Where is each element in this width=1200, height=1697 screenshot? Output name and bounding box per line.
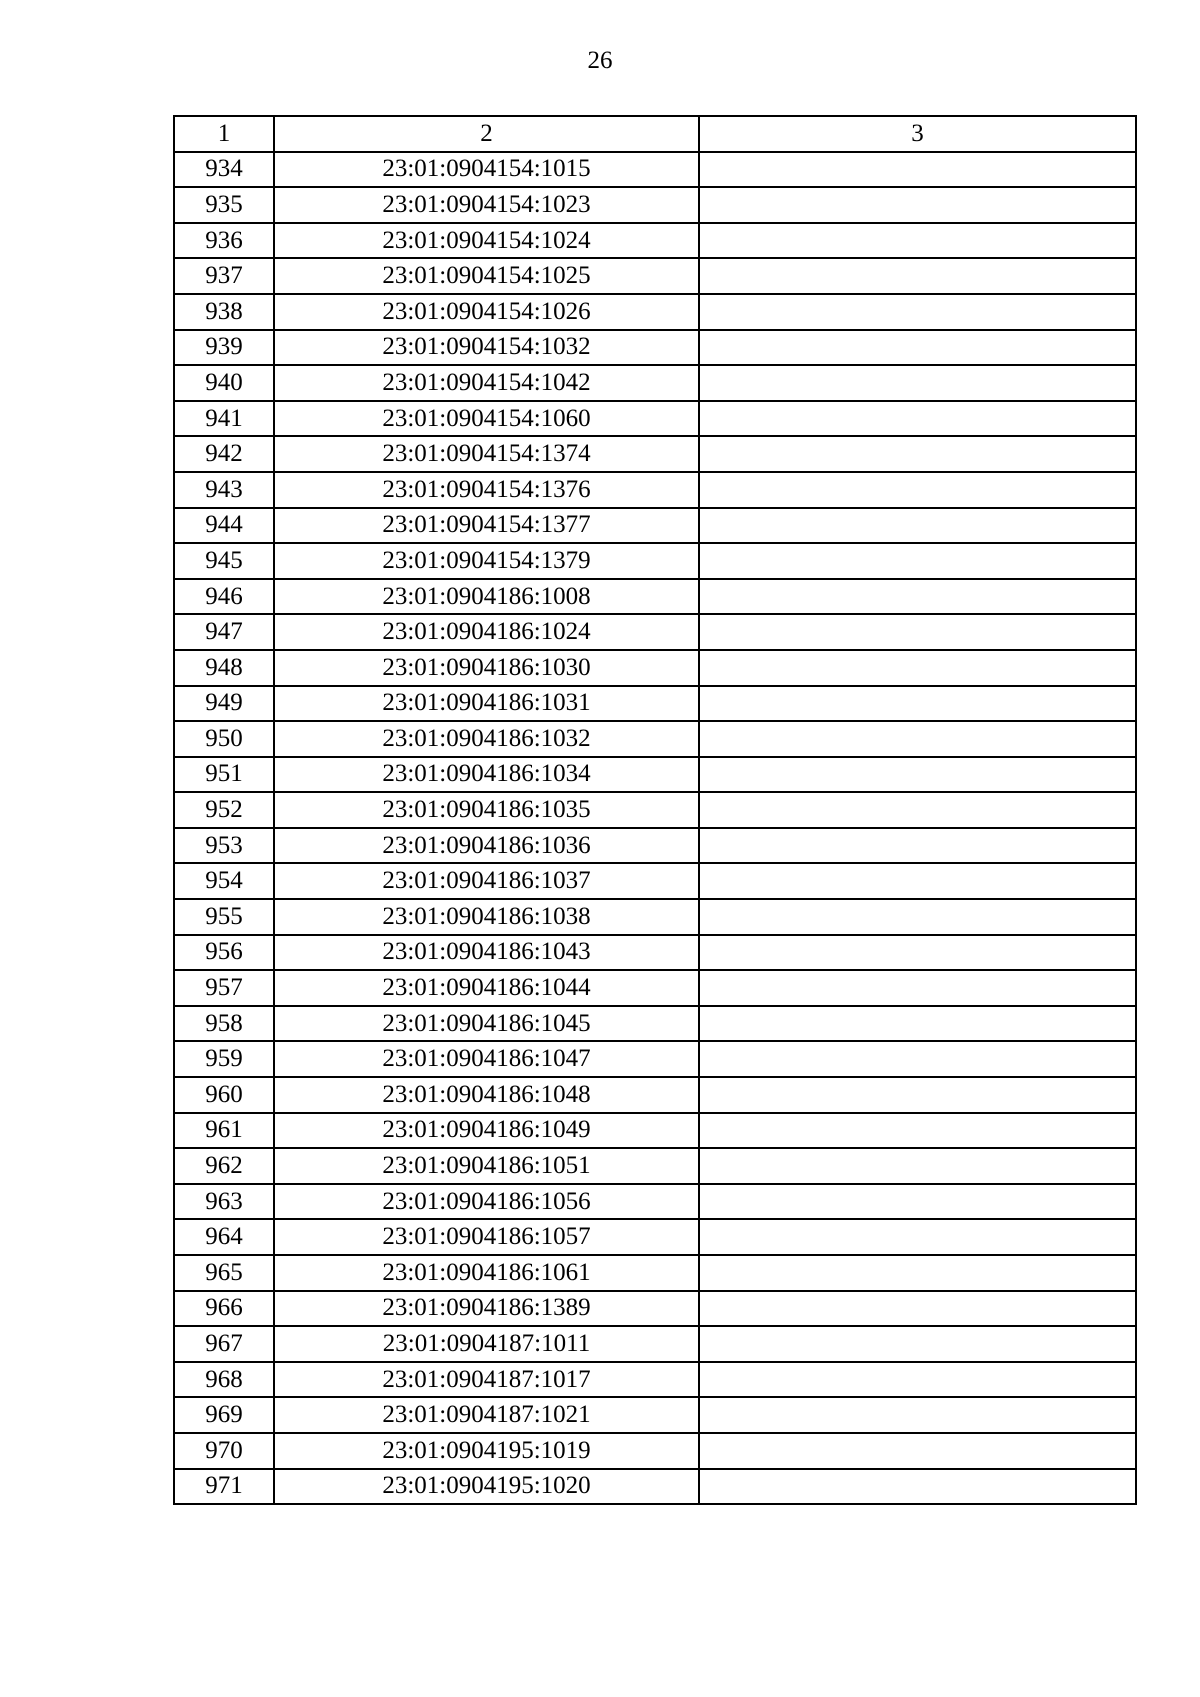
cadastral-table	[173, 115, 1137, 1505]
column-3-cell	[699, 436, 1136, 472]
column-3-cell	[699, 223, 1136, 259]
column-header-3: 3	[699, 116, 1136, 152]
column-3-cell	[699, 579, 1136, 615]
cadastral-number-cell: 23:01:0904186:1032	[274, 721, 699, 757]
column-3-cell	[699, 899, 1136, 935]
cadastral-number-cell: 23:01:0904186:1045	[274, 1006, 699, 1042]
table-row	[174, 1219, 1136, 1255]
row-number-cell: 961	[174, 1113, 274, 1149]
row-number-cell: 942	[174, 436, 274, 472]
row-number-cell: 958	[174, 1006, 274, 1042]
table-row	[174, 614, 1136, 650]
row-number-cell: 969	[174, 1397, 274, 1433]
page-number: 26	[587, 47, 613, 74]
table-row	[174, 1291, 1136, 1327]
column-3-cell	[699, 1326, 1136, 1362]
row-number-cell: 948	[174, 650, 274, 686]
cadastral-number-cell: 23:01:0904154:1060	[274, 401, 699, 437]
column-3-cell	[699, 863, 1136, 899]
column-3-cell	[699, 1184, 1136, 1220]
table-row	[174, 1006, 1136, 1042]
table-row	[174, 686, 1136, 722]
cadastral-number-cell: 23:01:0904186:1056	[274, 1184, 699, 1220]
table-row	[174, 187, 1136, 223]
row-number-cell: 945	[174, 543, 274, 579]
cadastral-number-cell: 23:01:0904186:1051	[274, 1148, 699, 1184]
column-3-cell	[699, 1291, 1136, 1327]
cadastral-number-cell: 23:01:0904186:1035	[274, 792, 699, 828]
row-number-cell: 939	[174, 330, 274, 366]
cadastral-number-cell: 23:01:0904154:1374	[274, 436, 699, 472]
row-number-cell: 952	[174, 792, 274, 828]
table-row	[174, 1397, 1136, 1433]
table-row	[174, 258, 1136, 294]
column-3-cell	[699, 1469, 1136, 1505]
cadastral-number-cell: 23:01:0904186:1034	[274, 757, 699, 793]
row-number-cell: 950	[174, 721, 274, 757]
column-3-cell	[699, 365, 1136, 401]
cadastral-number-cell: 23:01:0904186:1038	[274, 899, 699, 935]
column-3-cell	[699, 258, 1136, 294]
cadastral-number-cell: 23:01:0904186:1047	[274, 1041, 699, 1077]
column-3-cell	[699, 401, 1136, 437]
column-3-cell	[699, 650, 1136, 686]
row-number-cell: 946	[174, 579, 274, 615]
column-3-cell	[699, 686, 1136, 722]
row-number-cell: 955	[174, 899, 274, 935]
table-row	[174, 650, 1136, 686]
column-3-cell	[699, 1255, 1136, 1291]
row-number-cell: 936	[174, 223, 274, 259]
cadastral-number-cell: 23:01:0904154:1024	[274, 223, 699, 259]
column-3-cell	[699, 1148, 1136, 1184]
column-header-2: 2	[274, 116, 699, 152]
table-row	[174, 152, 1136, 188]
table-row	[174, 1077, 1136, 1113]
cadastral-number-cell: 23:01:0904195:1019	[274, 1433, 699, 1469]
column-3-cell	[699, 1397, 1136, 1433]
column-3-cell	[699, 1433, 1136, 1469]
row-number-cell: 968	[174, 1362, 274, 1398]
table-row	[174, 1184, 1136, 1220]
table-row	[174, 721, 1136, 757]
table-row	[174, 330, 1136, 366]
column-3-cell	[699, 543, 1136, 579]
table-row	[174, 1148, 1136, 1184]
column-3-cell	[699, 1077, 1136, 1113]
cadastral-number-cell: 23:01:0904186:1044	[274, 970, 699, 1006]
column-3-cell	[699, 187, 1136, 223]
table-row	[174, 508, 1136, 544]
column-header-1: 1	[174, 116, 274, 152]
row-number-cell: 934	[174, 152, 274, 188]
column-3-cell	[699, 1041, 1136, 1077]
table-row	[174, 1362, 1136, 1398]
table-row	[174, 1041, 1136, 1077]
row-number-cell: 960	[174, 1077, 274, 1113]
table-row	[174, 1433, 1136, 1469]
row-number-cell: 944	[174, 508, 274, 544]
table-row	[174, 436, 1136, 472]
column-3-cell	[699, 935, 1136, 971]
table-row	[174, 1469, 1136, 1505]
row-number-cell: 947	[174, 614, 274, 650]
cadastral-number-cell: 23:01:0904195:1020	[274, 1469, 699, 1505]
column-3-cell	[699, 1006, 1136, 1042]
table-row	[174, 401, 1136, 437]
column-3-cell	[699, 792, 1136, 828]
row-number-cell: 953	[174, 828, 274, 864]
table-row	[174, 828, 1136, 864]
row-number-cell: 963	[174, 1184, 274, 1220]
cadastral-number-cell: 23:01:0904186:1030	[274, 650, 699, 686]
cadastral-number-cell: 23:01:0904154:1026	[274, 294, 699, 330]
row-number-cell: 949	[174, 686, 274, 722]
table-row	[174, 365, 1136, 401]
cadastral-number-cell: 23:01:0904186:1043	[274, 935, 699, 971]
row-number-cell: 962	[174, 1148, 274, 1184]
cadastral-number-cell: 23:01:0904186:1036	[274, 828, 699, 864]
cadastral-number-cell: 23:01:0904186:1037	[274, 863, 699, 899]
row-number-cell: 971	[174, 1469, 274, 1505]
cadastral-number-cell: 23:01:0904154:1379	[274, 543, 699, 579]
column-3-cell	[699, 294, 1136, 330]
cadastral-number-cell: 23:01:0904154:1376	[274, 472, 699, 508]
table-row	[174, 792, 1136, 828]
row-number-cell: 937	[174, 258, 274, 294]
table-row	[174, 863, 1136, 899]
cadastral-number-cell: 23:01:0904154:1023	[274, 187, 699, 223]
table-body	[174, 152, 1136, 1505]
cadastral-number-cell: 23:01:0904187:1017	[274, 1362, 699, 1398]
cadastral-number-cell: 23:01:0904186:1008	[274, 579, 699, 615]
table-row	[174, 757, 1136, 793]
column-3-cell	[699, 152, 1136, 188]
cadastral-number-cell: 23:01:0904186:1031	[274, 686, 699, 722]
row-number-cell: 959	[174, 1041, 274, 1077]
column-3-cell	[699, 330, 1136, 366]
cadastral-number-cell: 23:01:0904154:1042	[274, 365, 699, 401]
table-row	[174, 1326, 1136, 1362]
column-3-cell	[699, 614, 1136, 650]
row-number-cell: 940	[174, 365, 274, 401]
table-row	[174, 970, 1136, 1006]
table-row	[174, 1255, 1136, 1291]
cadastral-number-cell: 23:01:0904187:1021	[274, 1397, 699, 1433]
row-number-cell: 967	[174, 1326, 274, 1362]
row-number-cell: 965	[174, 1255, 274, 1291]
row-number-cell: 966	[174, 1291, 274, 1327]
cadastral-number-cell: 23:01:0904186:1389	[274, 1291, 699, 1327]
row-number-cell: 943	[174, 472, 274, 508]
table-row	[174, 1113, 1136, 1149]
cadastral-number-cell: 23:01:0904186:1061	[274, 1255, 699, 1291]
table-row	[174, 935, 1136, 971]
row-number-cell: 938	[174, 294, 274, 330]
column-3-cell	[699, 1219, 1136, 1255]
column-3-cell	[699, 757, 1136, 793]
cadastral-number-cell: 23:01:0904186:1048	[274, 1077, 699, 1113]
column-3-cell	[699, 1362, 1136, 1398]
cadastral-number-cell: 23:01:0904186:1057	[274, 1219, 699, 1255]
cadastral-number-cell: 23:01:0904154:1032	[274, 330, 699, 366]
row-number-cell: 964	[174, 1219, 274, 1255]
table-header-row	[174, 116, 1136, 152]
column-3-cell	[699, 828, 1136, 864]
cadastral-number-cell: 23:01:0904154:1015	[274, 152, 699, 188]
column-3-cell	[699, 508, 1136, 544]
cadastral-number-cell: 23:01:0904186:1049	[274, 1113, 699, 1149]
cadastral-number-cell: 23:01:0904154:1377	[274, 508, 699, 544]
column-3-cell	[699, 1113, 1136, 1149]
cadastral-number-cell: 23:01:0904187:1011	[274, 1326, 699, 1362]
cadastral-number-cell: 23:01:0904186:1024	[274, 614, 699, 650]
table-row	[174, 294, 1136, 330]
row-number-cell: 951	[174, 757, 274, 793]
table-row	[174, 472, 1136, 508]
row-number-cell: 970	[174, 1433, 274, 1469]
table-row	[174, 579, 1136, 615]
column-3-cell	[699, 472, 1136, 508]
column-3-cell	[699, 721, 1136, 757]
row-number-cell: 957	[174, 970, 274, 1006]
column-3-cell	[699, 970, 1136, 1006]
table-row	[174, 223, 1136, 259]
row-number-cell: 935	[174, 187, 274, 223]
row-number-cell: 954	[174, 863, 274, 899]
cadastral-number-cell: 23:01:0904154:1025	[274, 258, 699, 294]
table-row	[174, 543, 1136, 579]
table-row	[174, 899, 1136, 935]
row-number-cell: 941	[174, 401, 274, 437]
row-number-cell: 956	[174, 935, 274, 971]
